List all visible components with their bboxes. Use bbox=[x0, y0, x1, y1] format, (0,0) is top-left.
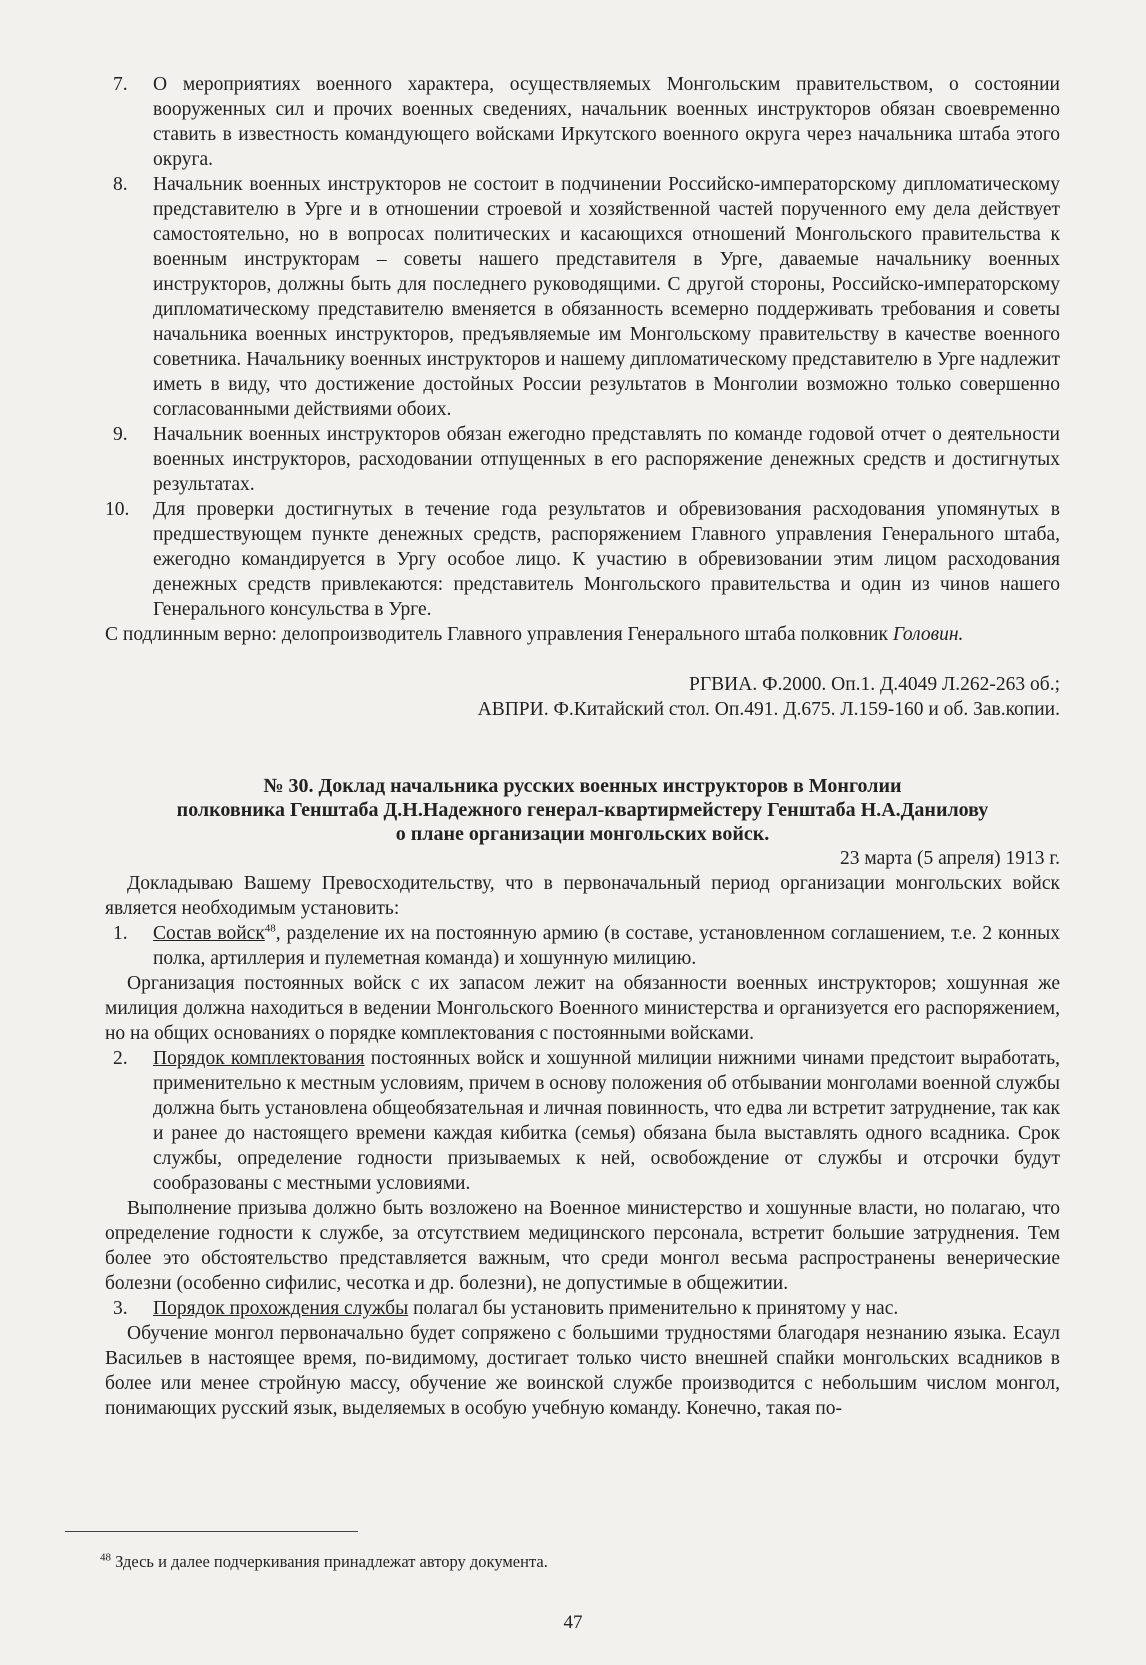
footnote-text: Здесь и далее подчеркивания принадлежат автору документа. bbox=[115, 1552, 548, 1571]
attestation-name: Головин. bbox=[892, 624, 964, 645]
list-item-text: Для проверки достигнутых в течение года результатов и обревизования расходования упомянутых в предшествующем пункте денежных средств, распоряжением Главного управления Генерального штаба, ежегодно командируется в Ургу особое лицо. К участию в обревизовании этим лицом расходования денежных средств привлекаются: представитель Монгольского правительства и один из чинов нашего Генерального консульства в Урге. bbox=[153, 499, 1060, 620]
attestation-line bbox=[105, 622, 1060, 647]
list-item-text: постоянных войск и хошунной милиции нижними чинами предстоит выработать, применительно к местным условиям, причем в основу положения об отбывании монголами военной службы должна быть установлена общеобязательная и личная повинность, что едва ли встретит затруднение, так как и ранее до настоящего времени каждая кибитка (семья) обязана была выставлять одного всадника. Срок службы, определение годности призываемых к ней, освобождение от службы и отсрочки будут сообразованы с местными условиями. bbox=[153, 1048, 1060, 1194]
list-item-text: Начальник военных инструкторов не состоит в подчинении Российско-императорскому дипломатическому представителю в Урге и в отношении строевой и хозяйственной частей порученного ему дела действует самостоятельно, но в вопросах политических и касающихся отношений Монгольского правительства к военным инструкторам – советы нашего представителя в Урге, даваемые начальнику военных инструкторов, должны быть для последнего руководящими. С другой стороны, Российско-императорскому дипломатическому представителю вменяется в обязанность всемерно поддерживать требования и советы начальника военных инструкторов, предъявляемые им Монгольскому правительству в качестве военного советника. Начальнику военных инструкторов и нашему дипломатическому представителю в Урге надлежит иметь в виду, что достижение достойных России результатов в Монголии возможно только совершенно согласованными действиями обоих. bbox=[153, 174, 1060, 420]
list-item-10 bbox=[105, 497, 1060, 622]
list-item-2 bbox=[105, 1046, 1060, 1196]
list-item-8 bbox=[105, 172, 1060, 422]
list-item-1 bbox=[105, 921, 1060, 971]
list-number: 7. bbox=[113, 74, 128, 95]
underlined-heading: Состав войск bbox=[153, 923, 265, 944]
document-title-line-2: полковника Генштаба Д.Н.Надежного генерал-квартирмейстеру Генштаба Н.А.Данилову bbox=[176, 799, 989, 821]
list-item-text: Начальник военных инструкторов обязан ежегодно представлять по команде годовой отчет о деятельности военных инструкторов, расходовании отпущенных в его распоряжение денежных средств и достигнутых результатах. bbox=[153, 424, 1060, 495]
underlined-heading: Порядок прохождения службы bbox=[153, 1298, 409, 1319]
list-item-text: О мероприятиях военного характера, осуществляемых Монгольским правительством, о состоянии вооруженных сил и прочих военных сведениях, начальник военных инструкторов обязан своевременно ставить в известность командующего войсками Иркутского военного округа через начальника штаба этого округа. bbox=[153, 74, 1060, 170]
list-number: 1. bbox=[113, 923, 128, 944]
paragraph: Организация постоянных войск с их запасом лежит на обязанности военных инструкторов; хошунная же милиция должна находиться в ведении Монгольского Военного министерства и организуется его распоряжением, но на общих основаниях о порядке комплектования с постоянными войсками. bbox=[105, 973, 1060, 1044]
main-text-top bbox=[105, 72, 1060, 1421]
footnote-number: 48 bbox=[100, 1551, 111, 1564]
list-item-text: полагал бы установить применительно к принятому у нас. bbox=[408, 1298, 899, 1319]
document-title-line-1: № 30. Доклад начальника русских военных инструкторов в Монголии bbox=[263, 775, 902, 797]
footnote-divider bbox=[65, 1531, 358, 1532]
paragraph: Выполнение призыва должно быть возложено на Военное министерство и хошунные власти, но полагаю, что определение годности к службе, за отсутствием медицинского персонала, встретит большие затруднения. Тем более это обстоятельство представляется важным, что среди монгол весьма распространены венерические болезни (особенно сифилис, чесотка и др. болезни), не допустимые в общежитии. bbox=[105, 1198, 1060, 1294]
page-number: 47 bbox=[563, 1612, 583, 1633]
archive-source-1: РГВИА. Ф.2000. Оп.1. Д.4049 Л.262-263 об.; bbox=[689, 674, 1060, 695]
list-item-9 bbox=[105, 422, 1060, 497]
list-number: 8. bbox=[113, 174, 128, 195]
list-number: 3. bbox=[113, 1298, 128, 1319]
list-number: 9. bbox=[113, 424, 128, 445]
document-date: 23 марта (5 апреля) 1913 г. bbox=[840, 848, 1060, 869]
list-item-text: , разделение их на постоянную армию (в составе, установленном соглашением, т.е. 2 конных полка, артиллерия и пулеметная команда) и хошунную милицию. bbox=[153, 923, 1060, 969]
list-number: 10. bbox=[105, 499, 130, 520]
footnote bbox=[100, 1552, 548, 1572]
list-item-7 bbox=[105, 72, 1060, 172]
footnote-ref: 48 bbox=[264, 922, 276, 935]
list-number: 2. bbox=[113, 1048, 128, 1069]
intro-paragraph: Докладываю Вашему Превосходительству, что в первоначальный период организации монгольских войск является необходимым установить: bbox=[105, 873, 1060, 919]
list-item-3 bbox=[105, 1296, 1060, 1321]
paragraph: Обучение монгол первоначально будет сопряжено с большими трудностями благодаря незнанию языка. Есаул Васильев в настоящее время, по-видимому, достигает только чисто внешней спайки монгольских всадников в более или менее стройную массу, обучение же воинской службе производится с небольшим числом монгол, понимающих русский язык, выделяемых в особую учебную команду. Конечно, такая по- bbox=[105, 1323, 1060, 1419]
archive-source-2: АВПРИ. Ф.Китайский стол. Оп.491. Д.675. Л.159-160 и об. Зав.копии. bbox=[477, 699, 1060, 720]
attestation-text: С подлинным верно: делопроизводитель Главного управления Генерального штаба полковник bbox=[105, 624, 893, 645]
underlined-heading: Порядок комплектования bbox=[153, 1048, 365, 1069]
document-title-line-3: о плане организации монгольских войск. bbox=[395, 823, 770, 845]
